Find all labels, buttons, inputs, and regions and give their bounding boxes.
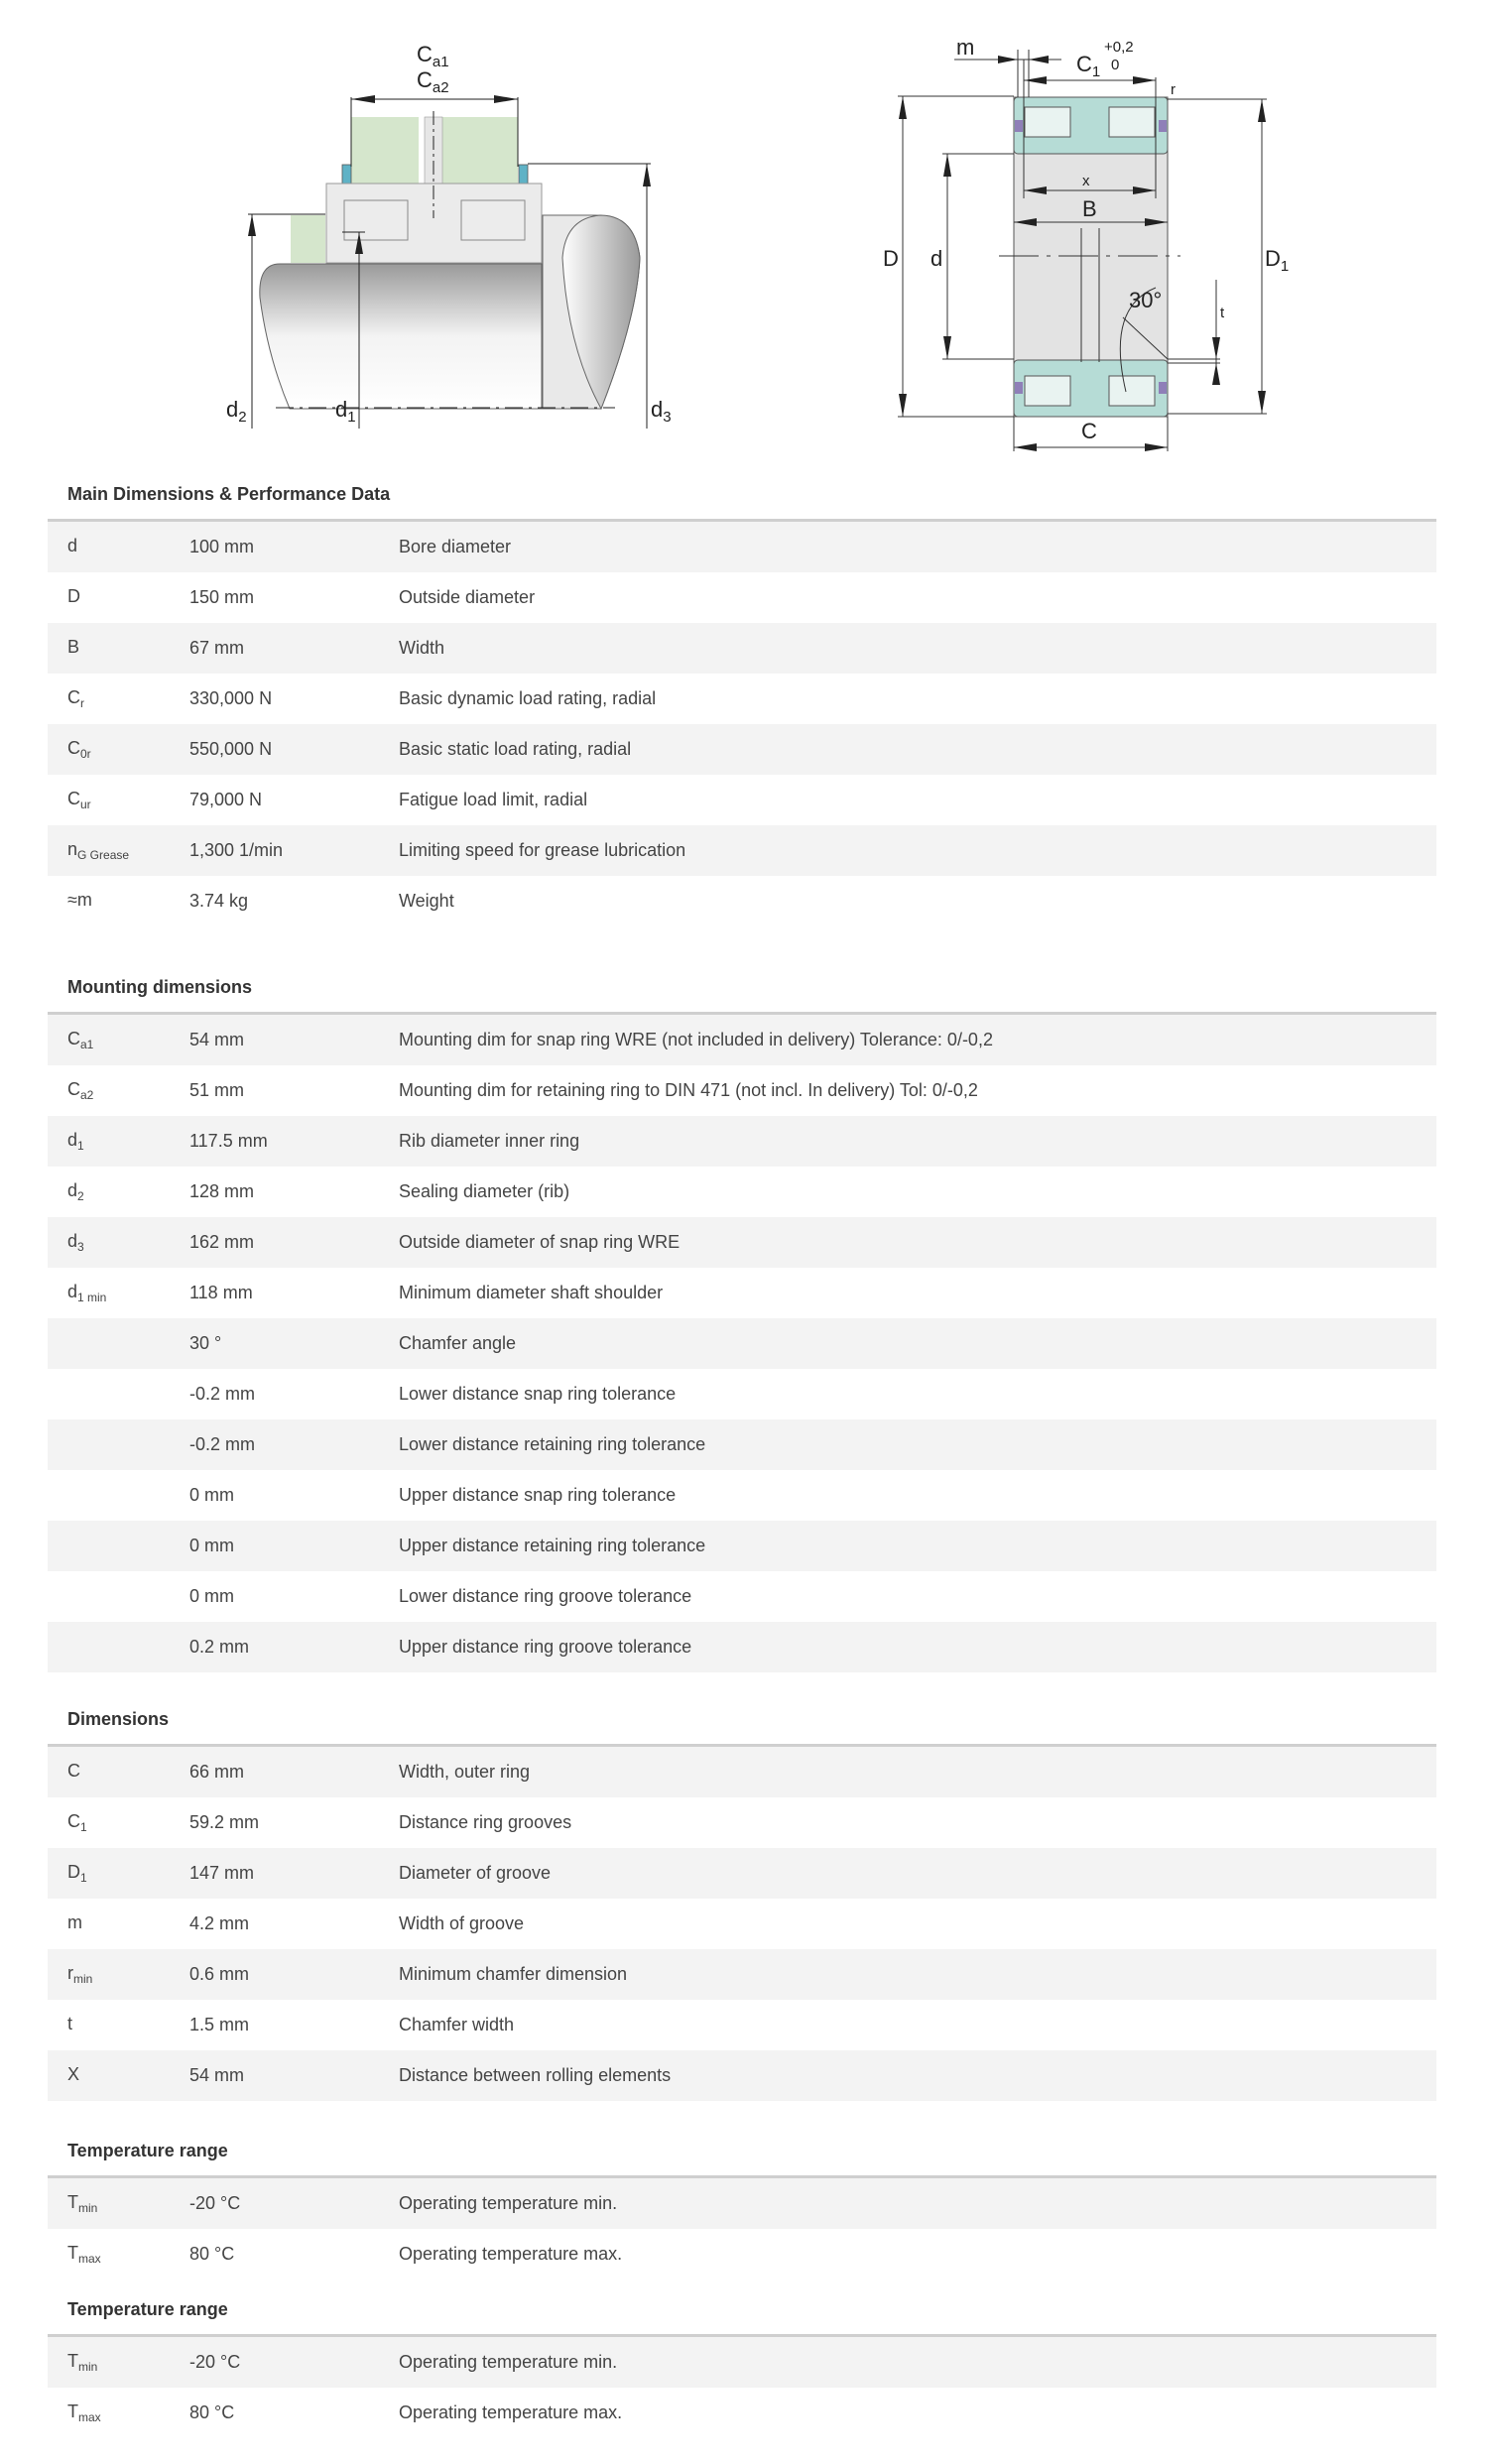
symbol-subscript: 1: [80, 1871, 87, 1885]
symbol-subscript: 2: [77, 1189, 84, 1203]
value-cell: 550,000 N: [189, 739, 273, 759]
table-row: [48, 1167, 1436, 1217]
symbol-cell: [48, 1130, 189, 1153]
housing-left: [351, 117, 419, 185]
seal-bottom-right: [1159, 382, 1167, 394]
symbol-subscript: a2: [80, 1088, 94, 1102]
description-cell: Upper distance snap ring tolerance: [399, 1485, 677, 1505]
table-row: [48, 1268, 1436, 1318]
symbol-cell: [48, 586, 189, 609]
table-row: [48, 1747, 1436, 1797]
description-cell: Operating temperature min.: [399, 2193, 618, 2213]
description-cell: Limiting speed for grease lubrication: [399, 840, 686, 860]
svg-text:B: B: [1082, 196, 1097, 221]
description-cell: Sealing diameter (rib): [399, 1181, 570, 1201]
mounting-drawing: [218, 20, 675, 436]
svg-text:Ca2: $C_{a2}$: [417, 67, 449, 96]
symbol: X: [67, 2064, 80, 2084]
symbol-cell: [48, 2402, 189, 2424]
description-cell: Width: [399, 638, 445, 658]
seal-top-right: [1159, 120, 1167, 132]
spec-section: [48, 1691, 1436, 2101]
symbol-subscript: G Grease: [77, 848, 130, 862]
value-cell: 0.2 mm: [189, 1637, 250, 1657]
value-cell: 80 °C: [189, 2244, 235, 2264]
table-row: [48, 2000, 1436, 2050]
svg-text:x: x: [1082, 173, 1090, 189]
value-cell: 0.6 mm: [189, 1964, 250, 1984]
symbol: r: [67, 1963, 73, 1983]
table-row: [48, 623, 1436, 674]
symbol-subscript: r: [80, 696, 84, 710]
value-cell: 100 mm: [189, 537, 255, 556]
description-cell: Chamfer angle: [399, 1333, 517, 1353]
table-row: [48, 825, 1436, 876]
svg-text:t: t: [1220, 305, 1225, 321]
spec-section: [48, 2281, 1436, 2438]
description-cell: Outside diameter of snap ring WRE: [399, 1232, 681, 1252]
symbol-cell: [48, 1912, 189, 1935]
section-title: Temperature range: [48, 2281, 1436, 2337]
table-row: [48, 1521, 1436, 1571]
symbol: T: [67, 2351, 78, 2371]
symbol: d: [67, 536, 78, 555]
symbol-cell: [48, 1862, 189, 1885]
table-row: [48, 2050, 1436, 2101]
value-cell: 54 mm: [189, 2065, 245, 2085]
value-cell: 0 mm: [189, 1586, 234, 1606]
description-cell: Distance between rolling elements: [399, 2065, 672, 2085]
description-cell: Width of groove: [399, 1913, 525, 1933]
table-row: [48, 1622, 1436, 1672]
symbol: d: [67, 1180, 78, 1200]
description-cell: Mounting dim for retaining ring to DIN 471 (not incl. In delivery) Tol: 0/-0,2: [399, 1080, 978, 1100]
description-cell: Basic dynamic load rating, radial: [399, 688, 657, 708]
description-cell: Minimum chamfer dimension: [399, 1964, 628, 1984]
symbol: T: [67, 2192, 78, 2212]
value-cell: 162 mm: [189, 1232, 255, 1252]
table-row: [48, 1797, 1436, 1848]
spec-section: [48, 2123, 1436, 2279]
table-row: [48, 1899, 1436, 1949]
symbol-cell: [48, 738, 189, 761]
description-cell: Chamfer width: [399, 2015, 515, 2034]
table-row: [48, 775, 1436, 825]
description-cell: Lower distance snap ring tolerance: [399, 1384, 677, 1404]
value-cell: 66 mm: [189, 1762, 245, 1782]
symbol: D: [67, 1862, 80, 1882]
value-cell: 0 mm: [189, 1485, 234, 1505]
value-cell: -0.2 mm: [189, 1434, 256, 1454]
symbol: C: [67, 1079, 80, 1099]
roller-top-left: [1025, 107, 1070, 137]
svg-text:m: m: [956, 35, 975, 60]
symbol-cell: [48, 1963, 189, 1986]
symbol-subscript: a1: [80, 1038, 94, 1051]
symbol-subscript: 1: [80, 1820, 87, 1834]
symbol-cell: [48, 2243, 189, 2266]
section-title: Main Dimensions & Performance Data: [48, 466, 1436, 522]
symbol-cell: [48, 1282, 189, 1304]
symbol: D: [67, 586, 80, 606]
symbol-subscript: 1: [77, 1139, 84, 1153]
description-cell: Operating temperature max.: [399, 2402, 623, 2422]
table-row: [48, 2229, 1436, 2279]
table-row: [48, 522, 1436, 572]
svg-text:d3: $d_3$: [651, 397, 672, 426]
svg-text:Ca1: $C_{a1}$: [417, 42, 449, 70]
symbol-cell: [48, 1761, 189, 1784]
symbol: T: [67, 2402, 78, 2421]
description-cell: Operating temperature min.: [399, 2352, 618, 2372]
spec-rows: [48, 1747, 1436, 2101]
value-cell: 51 mm: [189, 1080, 245, 1100]
symbol-cell: [48, 1811, 189, 1834]
value-cell: 0 mm: [189, 1536, 234, 1555]
svg-text:d: d: [930, 246, 943, 271]
symbol: ≈m: [67, 890, 92, 910]
section-title: Dimensions: [48, 1691, 1436, 1747]
svg-text:0: 0: [1111, 57, 1120, 73]
symbol-cell: [48, 1029, 189, 1051]
value-cell: 3.74 kg: [189, 891, 249, 911]
table-row: [48, 1116, 1436, 1167]
value-cell: 79,000 N: [189, 790, 263, 809]
symbol-cell: [48, 2351, 189, 2374]
table-row: [48, 1015, 1436, 1065]
description-cell: Distance ring grooves: [399, 1812, 572, 1832]
table-row: [48, 724, 1436, 775]
table-row: [48, 1419, 1436, 1470]
table-row: [48, 1848, 1436, 1899]
description-cell: Fatigue load limit, radial: [399, 790, 588, 809]
table-row: [48, 1949, 1436, 2000]
spec-section: [48, 466, 1436, 926]
symbol: C: [67, 738, 80, 758]
symbol: C: [67, 687, 80, 707]
spec-rows: [48, 2178, 1436, 2279]
seal-top-left: [1015, 120, 1023, 132]
symbol: d: [67, 1130, 78, 1150]
symbol: t: [67, 2014, 73, 2033]
table-row: [48, 2337, 1436, 2388]
description-cell: Upper distance ring groove tolerance: [399, 1637, 692, 1657]
seal-bottom-left: [1015, 382, 1023, 394]
symbol-cell: [48, 536, 189, 558]
roller-bottom-right: [1109, 376, 1155, 406]
value-cell: 330,000 N: [189, 688, 273, 708]
description-cell: Mounting dim for snap ring WRE (not included in delivery) Tolerance: 0/-0,2: [399, 1030, 993, 1049]
value-cell: 4.2 mm: [189, 1913, 250, 1933]
table-row: [48, 1217, 1436, 1268]
shaft: [260, 264, 542, 409]
symbol-cell: [48, 839, 189, 862]
value-cell: 128 mm: [189, 1181, 255, 1201]
description-cell: Diameter of groove: [399, 1863, 552, 1883]
roller-right: [461, 200, 525, 240]
value-cell: 59.2 mm: [189, 1812, 260, 1832]
svg-text:+0,2: +0,2: [1104, 39, 1134, 56]
table-row: [48, 1318, 1436, 1369]
symbol: C: [67, 1029, 80, 1048]
symbol: C: [67, 789, 80, 808]
symbol-cell: [48, 2192, 189, 2215]
svg-text:C1: $C_1$: [1076, 52, 1101, 80]
housing-right: [442, 117, 518, 185]
symbol-subscript: max: [78, 2410, 101, 2424]
symbol-cell: [48, 2014, 189, 2036]
symbol: d: [67, 1231, 78, 1251]
table-row: [48, 1571, 1436, 1622]
spec-rows: [48, 522, 1436, 926]
symbol-cell: [48, 1079, 189, 1102]
description-cell: Width, outer ring: [399, 1762, 531, 1782]
svg-text:d2: $d_2$: [226, 397, 247, 426]
symbol-subscript: min: [78, 2360, 98, 2374]
symbol: T: [67, 2243, 78, 2263]
table-row: [48, 674, 1436, 724]
spec-section: [48, 959, 1436, 1672]
svg-text:30°: 30°: [1129, 288, 1163, 312]
description-cell: Minimum diameter shaft shoulder: [399, 1283, 664, 1302]
roller-bottom-left: [1025, 376, 1070, 406]
symbol-cell: [48, 789, 189, 811]
value-cell: 67 mm: [189, 638, 245, 658]
description-cell: Operating temperature max.: [399, 2244, 623, 2264]
symbol-cell: [48, 1231, 189, 1254]
spec-rows: [48, 2337, 1436, 2438]
description-cell: Basic static load rating, radial: [399, 739, 632, 759]
svg-text:d1: $d_1$: [335, 397, 356, 426]
spec-rows: [48, 1015, 1436, 1672]
symbol-cell: [48, 1180, 189, 1203]
value-cell: 147 mm: [189, 1863, 255, 1883]
value-cell: -20 °C: [189, 2352, 241, 2372]
svg-text:D: D: [883, 246, 899, 271]
table-row: [48, 1065, 1436, 1116]
symbol-subscript: min: [78, 2201, 98, 2215]
symbol: d: [67, 1282, 78, 1301]
symbol-subscript: ur: [80, 798, 91, 811]
description-cell: Rib diameter inner ring: [399, 1131, 580, 1151]
table-row: [48, 876, 1436, 926]
roller-top-right: [1109, 107, 1155, 137]
table-row: [48, 572, 1436, 623]
symbol-cell: [48, 2064, 189, 2087]
symbol-cell: [48, 637, 189, 660]
svg-text:D1: $D_1$: [1265, 246, 1290, 275]
table-row: [48, 1470, 1436, 1521]
symbol: C: [67, 1761, 80, 1781]
symbol: n: [67, 839, 78, 859]
table-row: [48, 1369, 1436, 1419]
symbol-cell: [48, 890, 189, 913]
symbol-cell: [48, 687, 189, 710]
symbol: m: [67, 1912, 82, 1932]
symbol-subscript: max: [78, 2252, 101, 2266]
description-cell: Bore diameter: [399, 537, 512, 556]
svg-text:r: r: [1171, 81, 1176, 98]
shoulder: [291, 215, 325, 263]
table-row: [48, 2178, 1436, 2229]
value-cell: 1,300 1/min: [189, 840, 284, 860]
section-title: Temperature range: [48, 2123, 1436, 2178]
description-cell: Weight: [399, 891, 454, 911]
description-cell: Lower distance retaining ring tolerance: [399, 1434, 706, 1454]
symbol-subscript: 0r: [80, 747, 91, 761]
symbol-subscript: 1 min: [77, 1291, 107, 1304]
value-cell: 150 mm: [189, 587, 255, 607]
value-cell: -0.2 mm: [189, 1384, 256, 1404]
bearing-section-drawing: [873, 20, 1329, 456]
value-cell: 30 °: [189, 1333, 222, 1353]
symbol-subscript: 3: [77, 1240, 84, 1254]
description-cell: Lower distance ring groove tolerance: [399, 1586, 692, 1606]
value-cell: 1.5 mm: [189, 2015, 250, 2034]
value-cell: 117.5 mm: [189, 1131, 268, 1151]
roller-left: [344, 200, 408, 240]
description-cell: Outside diameter: [399, 587, 536, 607]
svg-text:C: C: [1081, 419, 1097, 443]
value-cell: 118 mm: [189, 1283, 253, 1302]
value-cell: 80 °C: [189, 2402, 235, 2422]
symbol: C: [67, 1811, 80, 1831]
value-cell: -20 °C: [189, 2193, 241, 2213]
section-title: Mounting dimensions: [48, 959, 1436, 1015]
value-cell: 54 mm: [189, 1030, 245, 1049]
drawings: [0, 0, 1488, 466]
description-cell: Upper distance retaining ring tolerance: [399, 1536, 706, 1555]
symbol-subscript: min: [73, 1972, 93, 1986]
symbol: B: [67, 637, 80, 657]
table-row: [48, 2388, 1436, 2438]
